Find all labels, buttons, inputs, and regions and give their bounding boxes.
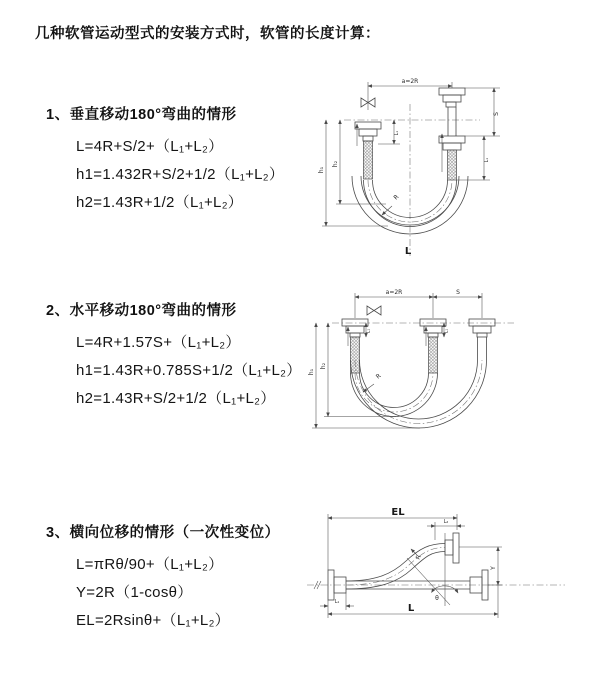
braided-hose-section	[429, 337, 438, 373]
dimension-h1	[318, 120, 388, 226]
dimension-s	[465, 88, 500, 136]
dim-label-h2: h₂	[332, 160, 339, 168]
dim-label-h1: h₁	[308, 368, 315, 376]
dimension-a2r	[355, 289, 482, 318]
section-horizontal-movement	[46, 299, 302, 413]
formula-line: L=4R+S/2+（L₁+L₂）	[76, 138, 224, 155]
section-heading: 2、水平移动180°弯曲的情形	[46, 303, 237, 319]
flange-hub-upper	[445, 540, 453, 555]
angle-theta	[407, 533, 458, 606]
diagram-lateral-displacement	[303, 502, 573, 647]
dimension-y	[459, 547, 502, 585]
formula-line: h1=1.43R+0.785S+1/2（L₁+L₂）	[76, 362, 302, 379]
dim-label-a2r: a=2R	[401, 78, 419, 85]
dim-label-s: S	[493, 112, 500, 116]
formula-line: EL=2Rsinθ+（L₁+L₂）	[76, 612, 230, 629]
formula-list	[76, 329, 302, 413]
dimension-l1-left	[366, 323, 372, 337]
section-lateral-displacement	[46, 521, 280, 635]
dim-label-s: S	[456, 289, 460, 296]
formula-list	[76, 551, 280, 635]
section-heading: 1、垂直移动180°弯曲的情形	[46, 107, 237, 123]
flange-upper-right	[453, 533, 459, 563]
fitting-left	[355, 122, 381, 179]
fitting-right	[439, 88, 465, 180]
dim-label-l1: L₁	[444, 328, 450, 334]
braided-hose-section	[364, 141, 373, 179]
braided-hose-section	[351, 337, 360, 373]
formula-line: h2=1.43R+1/2（L₁+L₂）	[76, 194, 244, 211]
dim-label-r: R	[374, 372, 383, 381]
dim-label-h1: h₁	[318, 166, 325, 174]
dim-label-h2: h₂	[320, 362, 327, 370]
dim-label-l: L	[404, 246, 412, 257]
dim-label-l1: L₁	[334, 600, 340, 605]
dim-label-l1: L₁	[485, 157, 490, 163]
formula-line: L=πRθ/90+（L₁+L₂）	[76, 556, 224, 573]
diagram-vertical-180-bend	[308, 66, 540, 264]
page-title: 几种软管运动型式的安装方式时，软管的长度计算：	[35, 26, 380, 42]
dim-label-l1: L₁	[395, 130, 400, 136]
dim-label-l2: L₂	[443, 520, 449, 525]
dim-label-el: EL	[391, 507, 405, 518]
dim-label-l: L	[407, 603, 415, 614]
fitting-middle	[420, 319, 446, 373]
fitting-right-displaced	[469, 319, 495, 360]
dimension-h1	[308, 323, 420, 428]
dim-label-r: R	[414, 553, 423, 561]
diagram-horizontal-180-bend	[308, 280, 543, 450]
hose-displaced-position	[346, 533, 459, 589]
dimension-l1-middle	[444, 323, 450, 337]
braided-hose-section	[448, 150, 457, 180]
dim-label-a2r: a=2R	[385, 289, 403, 296]
valve-icon	[367, 306, 381, 315]
hose-u-bend-arcs	[351, 360, 487, 428]
dim-label-y: Y	[490, 566, 497, 570]
section-vertical-movement	[46, 103, 284, 217]
formula-line: Y=2R（1-cosθ）	[76, 584, 193, 601]
radius-callout	[363, 372, 382, 392]
dim-label-theta: θ	[435, 595, 439, 602]
formula-line: L=4R+1.57S+（L₁+L₂）	[76, 334, 241, 351]
dim-label-l1: L₁	[366, 328, 372, 334]
dimension-el	[328, 507, 457, 570]
formula-line: h1=1.432R+S/2+1/2（L₁+L₂）	[76, 166, 285, 183]
dimension-s	[433, 289, 482, 297]
formula-line: h2=1.43R+S/2+1/2（L₁+L₂）	[76, 390, 276, 407]
dimension-l1	[320, 593, 354, 610]
section-heading: 3、横向位移的情形（一次性变位）	[46, 525, 280, 541]
dimension-l	[328, 585, 498, 618]
formula-list	[76, 133, 284, 217]
dim-label-r: R	[392, 193, 401, 202]
